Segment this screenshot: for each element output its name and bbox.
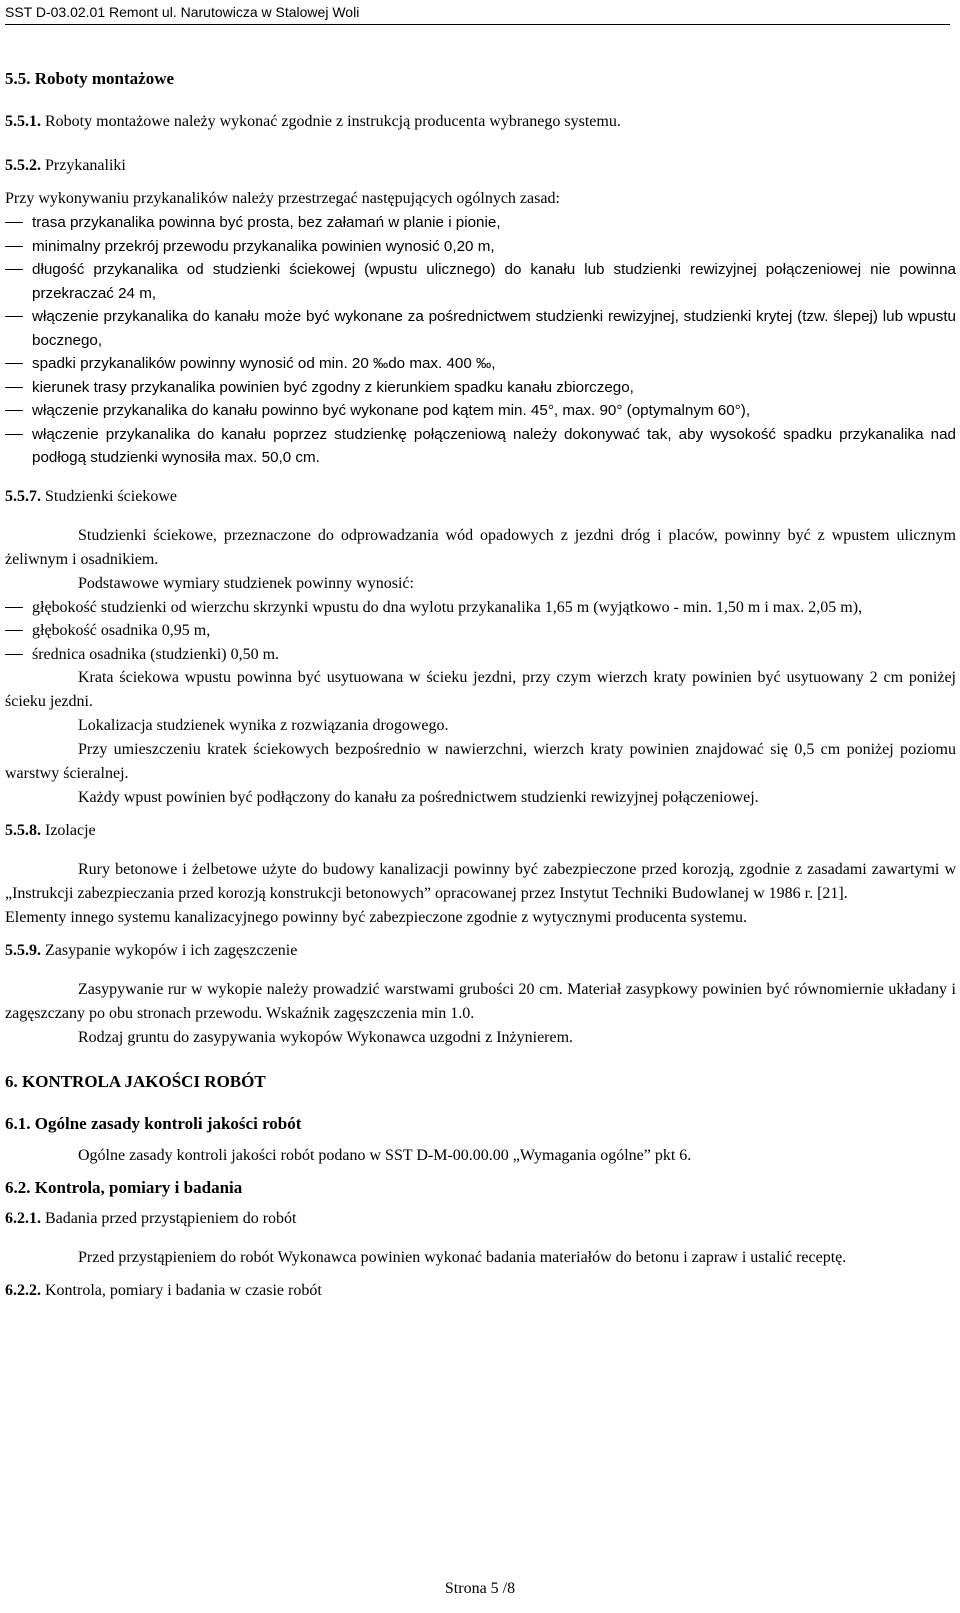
section-5-5-2-heading	[5, 155, 956, 177]
dash-list	[5, 211, 956, 470]
section-title: Izolacje	[45, 822, 96, 839]
paragraph: Studzienki ściekowe, przeznaczone do odprowadzania wód opadowych z jezdni dróg i placów, powinny być z wpustem ulicznym żeliwnym i osadnikiem.	[5, 526, 956, 568]
paragraph: Rodzaj gruntu do zasypywania wykopów Wykonawca uzgodni z Inżynierem.	[78, 1029, 574, 1046]
dash-bullet	[5, 607, 23, 608]
paragraph: Podstawowe wymiary studzienek powinny wynosić:	[78, 574, 414, 592]
list-item-text: głębokość osadnika 0,95 m,	[32, 622, 211, 639]
dash-bullet	[5, 434, 23, 435]
section-number: 5.5.9.	[5, 942, 41, 959]
dash-bullet	[5, 363, 23, 364]
paragraph: Przed przystąpieniem do robót Wykonawca powinien wykonać badania materiałów do betonu i zapraw i ustalić receptę.	[78, 1249, 847, 1266]
section-number: 5.5.1.	[5, 113, 41, 130]
dash-bullet	[5, 222, 23, 223]
list-item-text: włączenie przykanalika do kanału poprzez studzienkę połączeniową należy dokonywać tak, aby wysokość spadku przykanalika nad podłogą studzienki wynosiła max. 50,0 cm.	[32, 425, 956, 466]
list-item	[5, 619, 956, 643]
section-6-2-1-heading	[5, 1208, 956, 1230]
dash-bullet	[5, 410, 23, 411]
section-5-5-9-heading	[5, 940, 956, 962]
section-title: Roboty montażowe	[34, 69, 175, 88]
section-text: Roboty montażowe należy wykonać zgodnie z instrukcją producenta wybranego systemu.	[45, 113, 621, 130]
paragraph: Zasypywanie rur w wykopie należy prowadzić warstwami grubości 20 cm. Materiał zasypkowy powinien być równomiernie układany i zagęszczany po obu stronach przewodu. Wskaźnik zagęszczenia min 1.0.	[5, 981, 956, 1022]
section-5-5-heading	[5, 69, 956, 89]
paragraph: Krata ściekowa wpustu powinna być usytuowana w ścieku jezdni, przy czym wierzch kraty powinien być usytuowany 2 cm poniżej ścieku jezdni.	[5, 669, 956, 710]
section-6-heading: 6. KONTROLA JAKOŚCI ROBÓT	[5, 1072, 266, 1091]
section-5-5-1	[5, 111, 956, 133]
paragraph: Elementy innego systemu kanalizacyjnego powinny być zabezpieczone zgodnie z wytycznymi producenta systemu.	[5, 909, 747, 926]
dash-bullet	[5, 269, 23, 270]
list-item	[5, 211, 956, 235]
section-number: 5.5.	[5, 69, 31, 88]
list-item-text: długość przykanalika od studzienki ściekowej (wpustu ulicznego) do kanału lub studzienki rewizyjnej połączeniowej nie powinna przekraczać 24 m,	[32, 261, 956, 302]
list-item-text: średnica osadnika (studzienki) 0,50 m.	[32, 645, 280, 663]
paragraph: Lokalizacja studzienek wynika z rozwiązania drogowego.	[78, 717, 449, 734]
section-number: 5.5.2.	[5, 157, 41, 174]
section-number: 5.5.8.	[5, 822, 41, 839]
list-item	[5, 305, 956, 352]
list-item	[5, 352, 956, 376]
list-item	[5, 235, 956, 259]
list-item-text: włączenie przykanalika do kanału może być wykonane za pośrednictwem studzienki rewizyjnej, studzienki krytej (tzw. ślepej) lub wpustu bocznego,	[32, 308, 956, 349]
dash-bullet	[5, 246, 23, 247]
dash-bullet	[5, 654, 23, 655]
list-item-text: głębokość studzienki od wierzchu skrzynki wpustu do dna wylotu przykanalika 1,65 m (wyjątkowo - min. 1,50 m i max. 2,05 m),	[32, 598, 863, 616]
list-item-text: minimalny przekrój przewodu przykanalika powinien wynosić 0,20 m,	[32, 237, 495, 255]
list-item	[5, 643, 956, 667]
paragraph: Przy wykonywaniu przykanalików należy przestrzegać następujących ogólnych zasad:	[5, 190, 560, 207]
section-6-2-2-heading	[5, 1280, 956, 1302]
list-item-text: włączenie przykanalika do kanału powinno być wykonane pod kątem min. 45°, max. 90° (optymalnym 60°),	[32, 402, 751, 419]
dash-bullet	[5, 387, 23, 388]
page-body	[5, 69, 956, 1302]
section-title: Przykanaliki	[45, 157, 126, 174]
section-6-2-heading: 6.2. Kontrola, pomiary i badania	[5, 1178, 243, 1197]
list-item	[5, 423, 956, 470]
section-number: 5.5.7.	[5, 487, 41, 505]
section-title: Kontrola, pomiary i badania w czasie robót	[45, 1282, 322, 1299]
paragraph: Przy umieszczeniu kratek ściekowych bezpośrednio w nawierzchni, wierzch kraty powinien znajdować się 0,5 cm poniżej poziomu warstwy ścieralnej.	[5, 741, 956, 782]
list-item	[5, 399, 956, 423]
paragraph: Rury betonowe i żelbetowe użyte do budowy kanalizacji powinny być zabezpieczone przed korozją, zgodnie z zasadami zawartymi w „Instrukcji zabezpieczania przed korozją konstrukcji betonowych” opracowanej przez Instytut Techniki Budowlanej w 1986 r. [21].	[5, 861, 956, 902]
section-number: 6.2.1.	[5, 1210, 41, 1227]
list-item	[5, 596, 956, 620]
paragraph: Ogólne zasady kontroli jakości robót podano w SST D-M-00.00.00 „Wymagania ogólne” pkt 6.	[78, 1147, 692, 1164]
dash-bullet	[5, 630, 23, 631]
list-item-text: spadki przykanalików powinny wynosić od min. 20 ‰do max. 400 ‰,	[32, 355, 496, 372]
list-item	[5, 376, 956, 400]
section-title: Zasypanie wykopów i ich zagęszczenie	[45, 942, 298, 959]
section-title: Badania przed przystąpieniem do robót	[45, 1210, 297, 1227]
section-6-1-heading: 6.1. Ogólne zasady kontroli jakości robót	[5, 1114, 302, 1133]
section-number: 6.2.2.	[5, 1282, 41, 1299]
list-item-text: trasa przykanalika powinna być prosta, bez załamań w planie i pionie,	[32, 214, 501, 231]
paragraph: Każdy wpust powinien być podłączony do kanału za pośrednictwem studzienki rewizyjnej połączeniowej.	[78, 789, 759, 806]
page-number: Strona 5 /8	[444, 1580, 516, 1597]
list-item-text: kierunek trasy przykanalika powinien być zgodny z kierunkiem spadku kanału zbiorczego,	[32, 378, 634, 396]
dash-bullet	[5, 316, 23, 317]
dash-list	[5, 596, 956, 667]
section-5-5-7-heading	[5, 486, 956, 508]
section-title: Studzienki ściekowe	[45, 487, 177, 505]
section-5-5-8-heading	[5, 820, 956, 842]
running-header: SST D-03.02.01 Remont ul. Narutowicza w Stalowej Woli	[5, 4, 950, 25]
list-item	[5, 258, 956, 305]
